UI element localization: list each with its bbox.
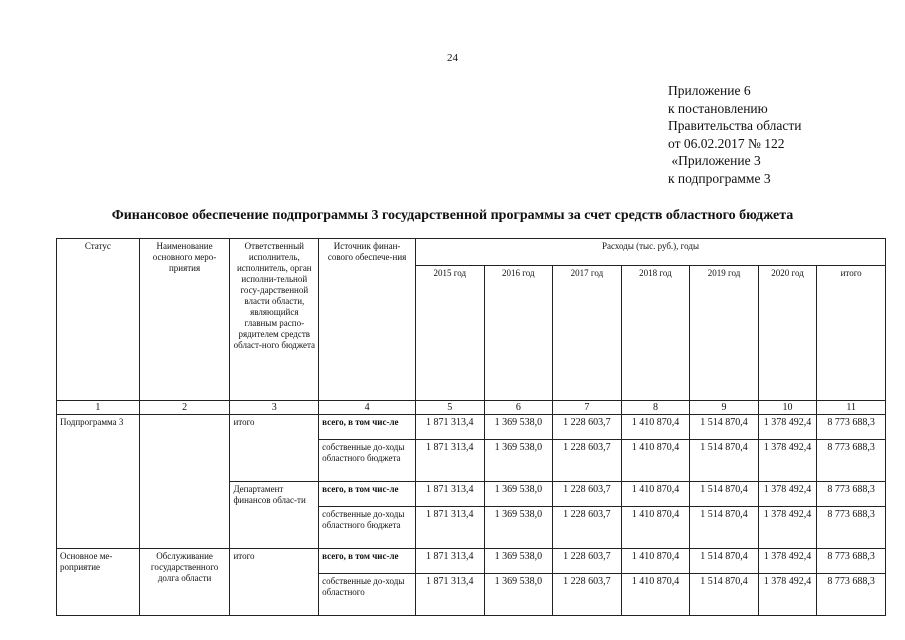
column-number: 5 <box>415 401 484 415</box>
value-cell: 1 871 313,4 <box>415 440 484 482</box>
value-cell: 8 773 688,3 <box>817 440 886 482</box>
header-year: итого <box>817 266 886 401</box>
table-row <box>57 549 886 574</box>
value-cell: 1 871 313,4 <box>415 415 484 440</box>
value-cell: 1 514 870,4 <box>690 440 759 482</box>
value-cell: 1 410 870,4 <box>621 482 690 507</box>
source-cell: всего, в том чис-ле <box>319 549 416 574</box>
document-title: Финансовое обеспечение подпрограммы 3 государственной программы за счет средств областного бюджета <box>111 208 794 223</box>
appendix-line: от 06.02.2017 № 122 <box>668 135 785 151</box>
value-cell: 1 228 603,7 <box>553 482 622 507</box>
value-cell: 1 410 870,4 <box>621 415 690 440</box>
header-executor: Ответственный исполнитель, исполнитель, орган исполни-тельной госу-дарственной власти области, являющийся главным распо-рядителем средств област-ного бюджета <box>230 239 319 401</box>
value-cell: 1 228 603,7 <box>553 549 622 574</box>
value-cell: 1 378 492,4 <box>758 482 816 507</box>
column-number: 7 <box>553 401 622 415</box>
column-number: 10 <box>758 401 816 415</box>
executor-cell: Департамент финансов облас-ти <box>230 482 319 549</box>
source-cell: собственные до-ходы областного бюджета <box>319 507 416 549</box>
header-year: 2016 год <box>484 266 553 401</box>
financing-table-wrapper <box>56 238 886 640</box>
value-cell: 1 378 492,4 <box>758 507 816 549</box>
financing-table <box>56 238 886 616</box>
source-cell: собственные до-ходы областного <box>319 574 416 616</box>
column-number: 4 <box>319 401 416 415</box>
value-cell: 8 773 688,3 <box>817 415 886 440</box>
column-number: 3 <box>230 401 319 415</box>
value-cell: 1 378 492,4 <box>758 549 816 574</box>
value-cell: 1 514 870,4 <box>690 415 759 440</box>
header-name: Наименование основного меро-приятия <box>139 239 230 401</box>
value-cell: 1 871 313,4 <box>415 482 484 507</box>
value-cell: 1 228 603,7 <box>553 507 622 549</box>
appendix-line: Правительства области <box>668 118 802 133</box>
value-cell: 1 410 870,4 <box>621 440 690 482</box>
value-cell: 1 410 870,4 <box>621 549 690 574</box>
value-cell: 1 369 538,0 <box>484 574 553 616</box>
column-number: 1 <box>57 401 140 415</box>
value-cell: 1 369 538,0 <box>484 507 553 549</box>
header-year: 2020 год <box>758 266 816 401</box>
value-cell: 1 514 870,4 <box>690 482 759 507</box>
column-number: 6 <box>484 401 553 415</box>
value-cell: 1 514 870,4 <box>690 574 759 616</box>
source-cell: собственные до-ходы областного бюджета <box>319 440 416 482</box>
value-cell: 1 369 538,0 <box>484 440 553 482</box>
executor-cell: итого <box>230 415 319 482</box>
value-cell: 1 369 538,0 <box>484 549 553 574</box>
value-cell: 1 410 870,4 <box>621 507 690 549</box>
value-cell: 1 228 603,7 <box>553 415 622 440</box>
appendix-block <box>668 82 801 187</box>
status-cell: Основное ме-роприятие <box>57 549 140 616</box>
appendix-line: к постановлению <box>668 100 768 116</box>
value-cell: 1 410 870,4 <box>621 574 690 616</box>
value-cell: 1 228 603,7 <box>553 440 622 482</box>
column-number: 2 <box>139 401 230 415</box>
activity-name-cell <box>139 415 230 549</box>
value-cell: 8 773 688,3 <box>817 549 886 574</box>
value-cell: 8 773 688,3 <box>817 482 886 507</box>
header-year: 2015 год <box>415 266 484 401</box>
appendix-line: «Приложение 3 <box>668 153 761 168</box>
value-cell: 8 773 688,3 <box>817 574 886 616</box>
activity-name-cell: Обслуживание государственного долга области <box>139 549 230 616</box>
value-cell: 1 369 538,0 <box>484 482 553 507</box>
table-row <box>57 415 886 440</box>
header-year: 2019 год <box>690 266 759 401</box>
appendix-line: Приложение 6 <box>668 83 751 98</box>
value-cell: 1 871 313,4 <box>415 574 484 616</box>
value-cell: 1 378 492,4 <box>758 574 816 616</box>
page-number: 24 <box>447 52 458 64</box>
header-year: 2017 год <box>553 266 622 401</box>
value-cell: 1 514 870,4 <box>690 507 759 549</box>
value-cell: 8 773 688,3 <box>817 507 886 549</box>
source-cell: всего, в том чис-ле <box>319 482 416 507</box>
status-cell: Подпрограмма 3 <box>57 415 140 549</box>
column-number: 11 <box>817 401 886 415</box>
header-source: Источник финан-сового обеспече-ния <box>319 239 416 401</box>
value-cell: 1 378 492,4 <box>758 440 816 482</box>
value-cell: 1 871 313,4 <box>415 549 484 574</box>
value-cell: 1 378 492,4 <box>758 415 816 440</box>
appendix-line: к подпрограмме 3 <box>668 170 771 186</box>
value-cell: 1 228 603,7 <box>553 574 622 616</box>
header-year: 2018 год <box>621 266 690 401</box>
header-expenses: Расходы (тыс. руб.), годы <box>415 239 885 266</box>
column-number: 9 <box>690 401 759 415</box>
value-cell: 1 514 870,4 <box>690 549 759 574</box>
executor-cell: итого <box>230 549 319 616</box>
column-number: 8 <box>621 401 690 415</box>
value-cell: 1 369 538,0 <box>484 415 553 440</box>
source-cell: всего, в том чис-ле <box>319 415 416 440</box>
value-cell: 1 871 313,4 <box>415 507 484 549</box>
header-status: Статус <box>57 239 140 401</box>
